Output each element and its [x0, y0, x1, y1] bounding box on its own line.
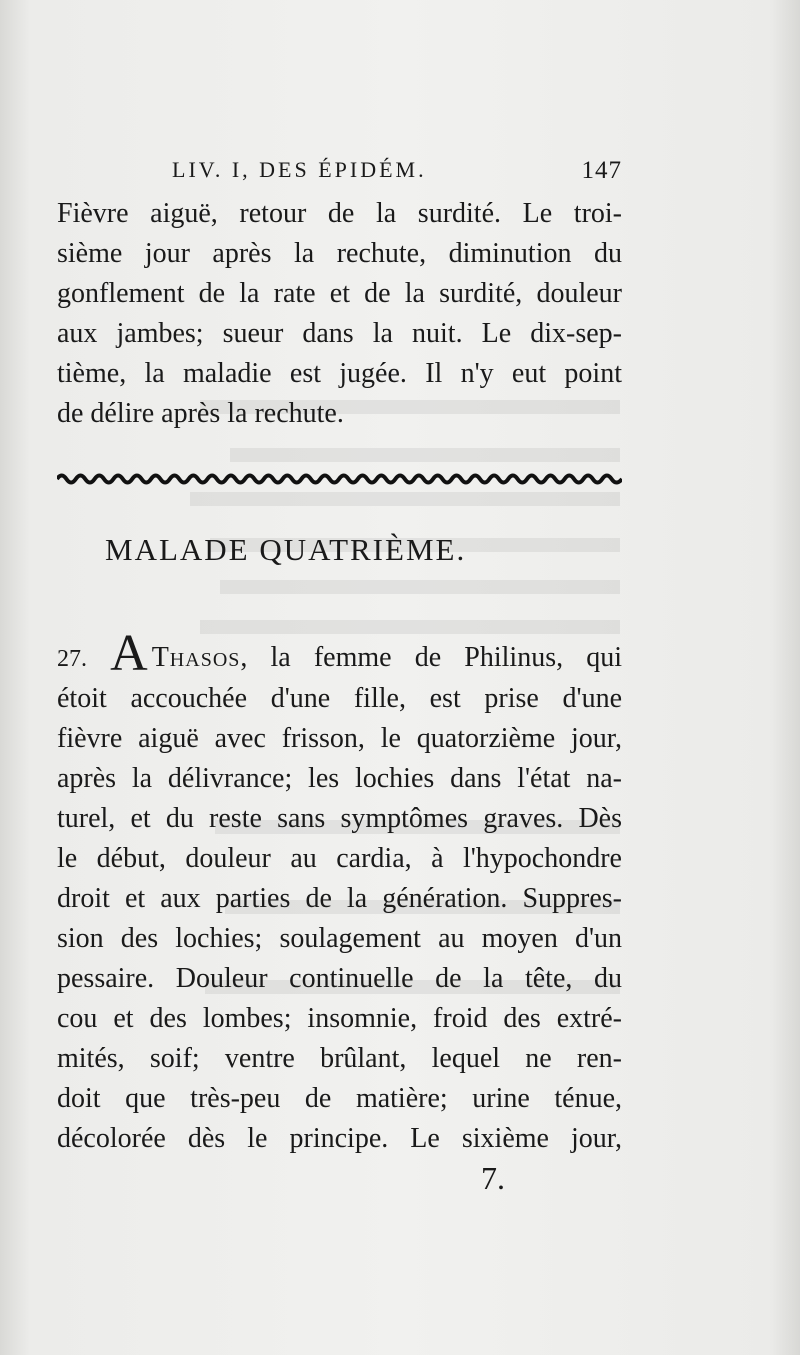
section-title: MALADE QUATRIÈME.: [105, 532, 467, 567]
text-line: turel, et du reste sans symptômes graves. Dès: [57, 803, 622, 834]
text-line: étoit accouchée d'une fille, est prise d'une: [57, 683, 622, 714]
text-line: sième jour après la rechute, diminution du: [57, 238, 622, 269]
paragraph-number: 27.: [57, 646, 87, 672]
text-line: doit que très-peu de matière; urine ténue,: [57, 1083, 622, 1114]
text-line: décolorée dès le principe. Le sixième jour,: [57, 1123, 622, 1154]
text-line: droit et aux parties de la génération. Suppres-: [57, 883, 622, 914]
text-line: pessaire. Douleur continuelle de la tête, du: [57, 963, 622, 994]
paragraph-27: [57, 625, 623, 1159]
first-line-text: , la femme de Philinus, qui: [240, 642, 623, 673]
text-line: fièvre aiguë avec frisson, le quatorzième jour,: [57, 723, 622, 754]
running-title: LIV. I, DES ÉPIDÉM.: [172, 157, 427, 182]
running-header: [172, 157, 622, 191]
text-line: gonflement de la rate et de la surdité, douleur: [57, 278, 622, 309]
text-line: aux jambes; sueur dans la nuit. Le dix-sep-: [57, 318, 622, 349]
place-name: Thasos: [151, 642, 241, 673]
paragraph-continued: [57, 194, 622, 434]
text-line: le début, douleur au cardia, à l'hypochondre: [57, 843, 622, 874]
text-line: cou et des lombes; insomnie, froid des extré-: [57, 1003, 622, 1034]
page-number: 147: [581, 157, 622, 184]
text-line: de délire après la rechute.: [57, 398, 344, 429]
text-line: tième, la maladie est jugée. Il n'y eut point: [57, 358, 622, 389]
text-line: Fièvre aiguë, retour de la surdité. Le troi-: [57, 198, 622, 229]
signature-mark: 7.: [481, 1160, 505, 1196]
ornamental-rule: [57, 470, 622, 488]
drop-cap: A: [110, 625, 148, 682]
text-line: mités, soif; ventre brûlant, lequel ne ren-: [57, 1043, 622, 1074]
text-line: après la délivrance; les lochies dans l'état na-: [57, 763, 622, 794]
text-line-first: [57, 625, 623, 682]
text-line: sion des lochies; soulagement au moyen d'un: [57, 923, 622, 954]
